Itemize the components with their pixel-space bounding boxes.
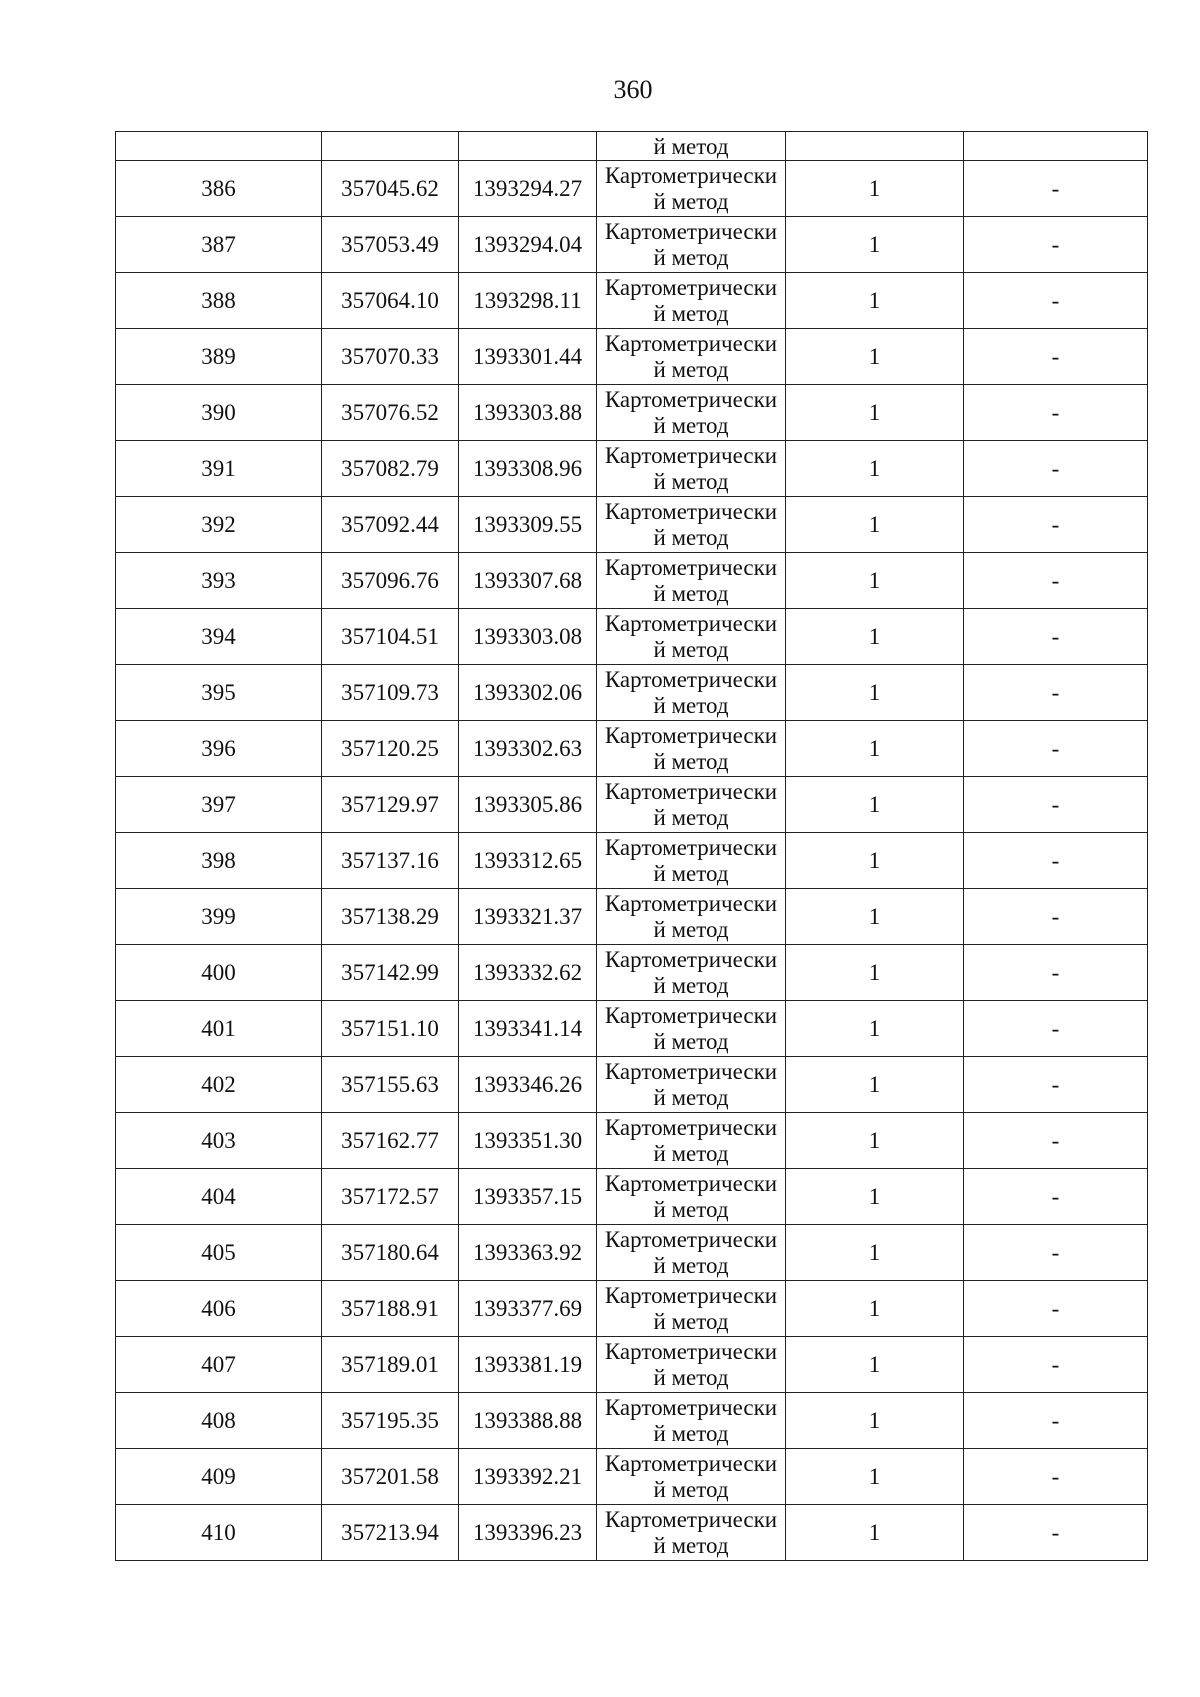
cell-point-number: 406: [116, 1281, 322, 1337]
cell-point-number: 404: [116, 1169, 322, 1225]
cell-method: [597, 1281, 786, 1337]
cell-x: 357180.64: [322, 1225, 459, 1281]
cell-y: 1393381.19: [459, 1337, 597, 1393]
method-line-1: Картометрически: [604, 1506, 778, 1532]
cell-accuracy: 1: [786, 1449, 964, 1505]
method-line-2: й метод: [653, 188, 729, 214]
cell-point-number: 387: [116, 217, 322, 273]
cell-point-number: 400: [116, 945, 322, 1001]
cell-method: [597, 945, 786, 1001]
table-row: [116, 217, 1148, 273]
method-line-2: й метод: [653, 748, 729, 774]
page-number: 360: [613, 75, 653, 104]
continuation-row: [116, 132, 1148, 161]
cell-accuracy: 1: [786, 889, 964, 945]
cell-method: [597, 1225, 786, 1281]
method-line-1: Картометрически: [604, 1058, 778, 1084]
table-row: [116, 1281, 1148, 1337]
cell-y: 1393302.06: [459, 665, 597, 721]
cell-method: [597, 721, 786, 777]
cell-y: 1393357.15: [459, 1169, 597, 1225]
cell-point-number: 402: [116, 1057, 322, 1113]
cell-note: [964, 132, 1148, 161]
method-line-2: й метод: [653, 580, 729, 606]
cell-y: 1393308.96: [459, 441, 597, 497]
cell-y: 1393396.23: [459, 1505, 597, 1561]
table-row: [116, 889, 1148, 945]
cell-accuracy: 1: [786, 497, 964, 553]
cell-y: 1393305.86: [459, 777, 597, 833]
cell-method: [597, 329, 786, 385]
cell-method: [597, 833, 786, 889]
table-row: [116, 1337, 1148, 1393]
method-line-1: Картометрически: [604, 610, 778, 636]
method-line-1: Картометрически: [604, 1170, 778, 1196]
cell-note: -: [964, 721, 1148, 777]
cell-y: 1393388.88: [459, 1393, 597, 1449]
cell-point-number: 390: [116, 385, 322, 441]
cell-method: [597, 385, 786, 441]
cell-x: 357070.33: [322, 329, 459, 385]
cell-method: [597, 777, 786, 833]
cell-note: -: [964, 665, 1148, 721]
cell-note: -: [964, 609, 1148, 665]
cell-method: [597, 609, 786, 665]
cell-x: 357076.52: [322, 385, 459, 441]
method-line-1: Картометрически: [604, 946, 778, 972]
cell-note: -: [964, 945, 1148, 1001]
cell-y: 1393341.14: [459, 1001, 597, 1057]
cell-note: -: [964, 441, 1148, 497]
cell-x: 357189.01: [322, 1337, 459, 1393]
cell-x: 357155.63: [322, 1057, 459, 1113]
method-line-1: Картометрически: [604, 1394, 778, 1420]
method-line-1: Картометрически: [604, 498, 778, 524]
method-line-1: Картометрически: [604, 1002, 778, 1028]
cell-point-number: 410: [116, 1505, 322, 1561]
cell-y: 1393303.08: [459, 609, 597, 665]
method-line-2: й метод: [653, 1084, 729, 1110]
cell-x: 357137.16: [322, 833, 459, 889]
cell-accuracy: 1: [786, 833, 964, 889]
method-line-2: й метод: [653, 1140, 729, 1166]
table-row: [116, 1169, 1148, 1225]
method-line-1: Картометрически: [604, 834, 778, 860]
method-line-2: й метод: [653, 356, 729, 382]
cell-x: 357045.62: [322, 161, 459, 217]
cell-x: 357082.79: [322, 441, 459, 497]
cell-note: -: [964, 385, 1148, 441]
cell-y: 1393377.69: [459, 1281, 597, 1337]
table-row: [116, 665, 1148, 721]
cell-x: 357109.73: [322, 665, 459, 721]
cell-method: [597, 1113, 786, 1169]
method-line-2: й метод: [653, 860, 729, 886]
table-row: [116, 497, 1148, 553]
table-row: [116, 1505, 1148, 1561]
cell-point-number: 395: [116, 665, 322, 721]
cell-y: 1393321.37: [459, 889, 597, 945]
cell-method: [597, 161, 786, 217]
cell-accuracy: 1: [786, 1393, 964, 1449]
cell-note: -: [964, 833, 1148, 889]
cell-y: 1393294.04: [459, 217, 597, 273]
cell-point-number: 389: [116, 329, 322, 385]
cell-accuracy: 1: [786, 161, 964, 217]
method-line-1: Картометрически: [604, 778, 778, 804]
method-line-1: Картометрически: [604, 330, 778, 356]
cell-accuracy: 1: [786, 721, 964, 777]
cell-y: 1393294.27: [459, 161, 597, 217]
method-line-2: й метод: [653, 1252, 729, 1278]
table-row: [116, 385, 1148, 441]
method-line-2: й метод: [653, 1196, 729, 1222]
cell-accuracy: 1: [786, 777, 964, 833]
cell-point-number: 399: [116, 889, 322, 945]
cell-point-number: 408: [116, 1393, 322, 1449]
cell-accuracy: 1: [786, 553, 964, 609]
cell-point-number: 407: [116, 1337, 322, 1393]
method-line-2: й метод: [653, 1476, 729, 1502]
table-row: [116, 1225, 1148, 1281]
method-line-1: Картометрически: [604, 274, 778, 300]
cell-accuracy: [786, 132, 964, 161]
cell-point-number: 396: [116, 721, 322, 777]
coordinates-table: [115, 131, 1148, 1561]
cell-accuracy: 1: [786, 329, 964, 385]
cell-y: 1393307.68: [459, 553, 597, 609]
method-line-1: Картометрически: [604, 1282, 778, 1308]
cell-point-number: 401: [116, 1001, 322, 1057]
cell-point-number: 388: [116, 273, 322, 329]
cell-accuracy: 1: [786, 1225, 964, 1281]
table-row: [116, 1057, 1148, 1113]
cell-point-number: 398: [116, 833, 322, 889]
cell-point-number: 394: [116, 609, 322, 665]
cell-y: 1393312.65: [459, 833, 597, 889]
cell-y: 1393392.21: [459, 1449, 597, 1505]
method-line-2: й метод: [653, 300, 729, 326]
cell-method: [597, 1169, 786, 1225]
method-line-2: й метод: [653, 468, 729, 494]
method-line-2: й метод: [653, 134, 729, 159]
cell-x: 357092.44: [322, 497, 459, 553]
method-line-1: Картометрически: [604, 666, 778, 692]
cell-y: 1393332.62: [459, 945, 597, 1001]
method-line-1: Картометрически: [604, 1338, 778, 1364]
method-line-1: Картометрически: [604, 1114, 778, 1140]
cell-accuracy: 1: [786, 1057, 964, 1113]
cell-note: -: [964, 273, 1148, 329]
cell-method: [597, 665, 786, 721]
method-line-2: й метод: [653, 916, 729, 942]
cell-note: -: [964, 1505, 1148, 1561]
table-row: [116, 945, 1148, 1001]
cell-method: [597, 1505, 786, 1561]
table-row: [116, 833, 1148, 889]
cell-method: [597, 1393, 786, 1449]
method-line-2: й метод: [653, 692, 729, 718]
cell-note: -: [964, 161, 1148, 217]
cell-point-number: 405: [116, 1225, 322, 1281]
cell-x: 357120.25: [322, 721, 459, 777]
table-body: [116, 132, 1148, 1561]
cell-x: 357053.49: [322, 217, 459, 273]
cell-method: [597, 217, 786, 273]
cell-x: 357213.94: [322, 1505, 459, 1561]
table-row: [116, 161, 1148, 217]
cell-point-number: 391: [116, 441, 322, 497]
cell-x: 357188.91: [322, 1281, 459, 1337]
cell-x: 357138.29: [322, 889, 459, 945]
cell-method: [597, 1337, 786, 1393]
cell-y: 1393303.88: [459, 385, 597, 441]
method-line-2: й метод: [653, 1364, 729, 1390]
cell-accuracy: 1: [786, 441, 964, 497]
cell-point-number: 403: [116, 1113, 322, 1169]
method-line-2: й метод: [653, 1532, 729, 1558]
cell-point-number: 386: [116, 161, 322, 217]
cell-y: 1393309.55: [459, 497, 597, 553]
table-row: [116, 777, 1148, 833]
method-line-2: й метод: [653, 972, 729, 998]
cell-method: [597, 132, 786, 161]
table-row: [116, 553, 1148, 609]
method-line-2: й метод: [653, 412, 729, 438]
cell-note: -: [964, 777, 1148, 833]
table-row: [116, 1393, 1148, 1449]
cell-method: [597, 1449, 786, 1505]
cell-accuracy: 1: [786, 1281, 964, 1337]
cell-accuracy: 1: [786, 1337, 964, 1393]
cell-point-number: 409: [116, 1449, 322, 1505]
cell-note: -: [964, 1057, 1148, 1113]
method-line-1: Картометрически: [604, 554, 778, 580]
method-line-2: й метод: [653, 1420, 729, 1446]
method-line-2: й метод: [653, 244, 729, 270]
cell-x: 357064.10: [322, 273, 459, 329]
cell-note: -: [964, 1169, 1148, 1225]
cell-x: 357151.10: [322, 1001, 459, 1057]
cell-method: [597, 889, 786, 945]
cell-note: -: [964, 1225, 1148, 1281]
method-line-1: Картометрически: [604, 162, 778, 188]
cell-y: 1393351.30: [459, 1113, 597, 1169]
cell-accuracy: 1: [786, 1113, 964, 1169]
method-line-2: й метод: [653, 1028, 729, 1054]
cell-accuracy: 1: [786, 1505, 964, 1561]
cell-x: [322, 132, 459, 161]
cell-accuracy: 1: [786, 385, 964, 441]
method-line-2: й метод: [653, 804, 729, 830]
table-row: [116, 609, 1148, 665]
cell-note: -: [964, 1393, 1148, 1449]
cell-method: [597, 273, 786, 329]
cell-note: -: [964, 1337, 1148, 1393]
cell-x: 357195.35: [322, 1393, 459, 1449]
cell-method: [597, 553, 786, 609]
method-line-1: Картометрически: [604, 386, 778, 412]
method-line-1: Картометрически: [604, 218, 778, 244]
cell-accuracy: 1: [786, 1169, 964, 1225]
table-row: [116, 721, 1148, 777]
cell-x: 357172.57: [322, 1169, 459, 1225]
cell-y: 1393346.26: [459, 1057, 597, 1113]
cell-y: 1393302.63: [459, 721, 597, 777]
method-line-1: Картометрически: [604, 1226, 778, 1252]
method-line-2: й метод: [653, 524, 729, 550]
cell-x: 357201.58: [322, 1449, 459, 1505]
table-row: [116, 1113, 1148, 1169]
table-row: [116, 441, 1148, 497]
method-line-1: Картометрически: [604, 722, 778, 748]
cell-point-number: 397: [116, 777, 322, 833]
cell-note: -: [964, 1113, 1148, 1169]
cell-point-number: [116, 132, 322, 161]
table-row: [116, 1001, 1148, 1057]
method-line-1: Картометрически: [604, 1450, 778, 1476]
cell-method: [597, 1057, 786, 1113]
cell-x: 357129.97: [322, 777, 459, 833]
cell-y: 1393301.44: [459, 329, 597, 385]
cell-note: -: [964, 1281, 1148, 1337]
method-line-1: Картометрически: [604, 890, 778, 916]
cell-point-number: 393: [116, 553, 322, 609]
cell-note: -: [964, 497, 1148, 553]
cell-point-number: 392: [116, 497, 322, 553]
cell-accuracy: 1: [786, 1001, 964, 1057]
cell-accuracy: 1: [786, 217, 964, 273]
table-row: [116, 329, 1148, 385]
cell-method: [597, 497, 786, 553]
cell-note: -: [964, 889, 1148, 945]
cell-method: [597, 441, 786, 497]
method-line-1: Картометрически: [604, 442, 778, 468]
cell-accuracy: 1: [786, 665, 964, 721]
cell-note: -: [964, 217, 1148, 273]
cell-note: -: [964, 1449, 1148, 1505]
cell-x: 357104.51: [322, 609, 459, 665]
table-row: [116, 273, 1148, 329]
method-line-2: й метод: [653, 636, 729, 662]
cell-note: -: [964, 1001, 1148, 1057]
cell-y: [459, 132, 597, 161]
cell-note: -: [964, 329, 1148, 385]
cell-y: 1393298.11: [459, 273, 597, 329]
cell-x: 357096.76: [322, 553, 459, 609]
cell-method: [597, 1001, 786, 1057]
cell-x: 357142.99: [322, 945, 459, 1001]
cell-x: 357162.77: [322, 1113, 459, 1169]
cell-y: 1393363.92: [459, 1225, 597, 1281]
table-row: [116, 1449, 1148, 1505]
method-line-2: й метод: [653, 1308, 729, 1334]
cell-accuracy: 1: [786, 609, 964, 665]
cell-accuracy: 1: [786, 273, 964, 329]
cell-accuracy: 1: [786, 945, 964, 1001]
cell-note: -: [964, 553, 1148, 609]
